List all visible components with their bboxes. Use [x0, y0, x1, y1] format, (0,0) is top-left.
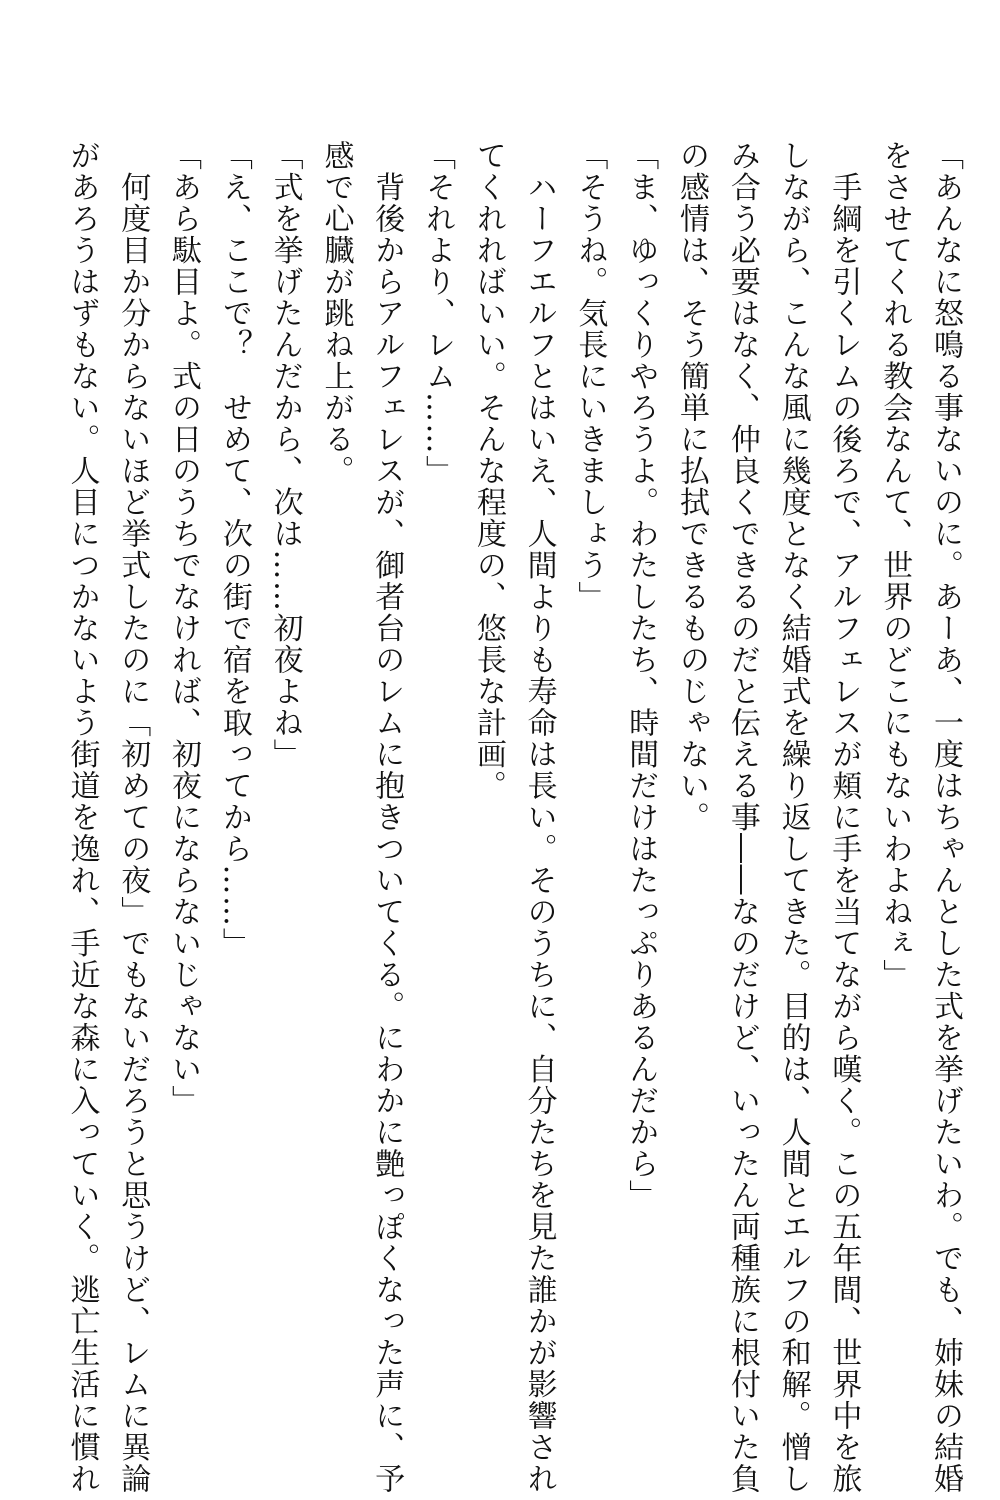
text-line-10: てくれればいい。そんな程度の、悠長な計画。 [470, 140, 506, 802]
text-line-9: ハーフエルフとはいえ、人間よりも寿命は長い。そのうちに、自分たちを見た誰かが影響され [521, 140, 557, 1495]
text-line-4: しながら、こんな風に幾度となく結婚式を繰り返してきた。目的は、人間とエルフの和解。憎し [775, 140, 811, 1495]
text-line-5: み合う必要はなく、仲良くできるのだと伝える事――なのだけど、いったん両種族に根付いた負 [724, 140, 760, 1495]
text-line-3: 手綱を引くレムの後ろで、アルフェレスが頬に手を当てながら嘆く。この五年間、世界中を旅 [826, 140, 862, 1495]
text-line-11: 「それより、レム……」 [420, 140, 456, 487]
text-line-12: 背後からアルフェレスが、御者台のレムに抱きついてくる。にわかに艶っぽくなった声に、予 [369, 140, 405, 1495]
text-line-17: 何度目か分からないほど挙式したのに「初めての夜」でもないだろうと思うけど、レムに異論 [115, 140, 151, 1495]
text-line-16: 「あら駄目よ。式の日のうちでなければ、初夜にならないじゃない」 [166, 140, 202, 1117]
text-line-6: の感情は、そう簡単に払拭できるものじゃない。 [674, 140, 710, 833]
text-line-15: 「え、ここで？ せめて、次の街で宿を取ってから……」 [216, 140, 252, 959]
text-line-2: をさせてくれる教会なんて、世界のどこにもないわよねぇ」 [877, 140, 913, 991]
text-line-13: 感で心臓が跳ね上がる。 [318, 140, 354, 487]
text-line-14: 「式を挙げたんだから、次は……初夜よね」 [267, 140, 303, 770]
text-line-1: 「あんなに怒鳴る事ないのに。あーあ、一度はちゃんとした式を挙げたいわ。でも、姉妹の結婚 [928, 140, 963, 1495]
text-line-8: 「そうね。気長にいきましょう」 [572, 140, 608, 613]
text-line-18: があろうはずもない。人目につかないよう街道を逸れ、手近な森に入っていく。逃亡生活に慣れ [64, 140, 100, 1495]
vertical-text-body [56, 140, 970, 1495]
text-line-7: 「ま、ゆっくりやろうよ。わたしたち、時間だけはたっぷりあるんだから」 [623, 140, 659, 1211]
